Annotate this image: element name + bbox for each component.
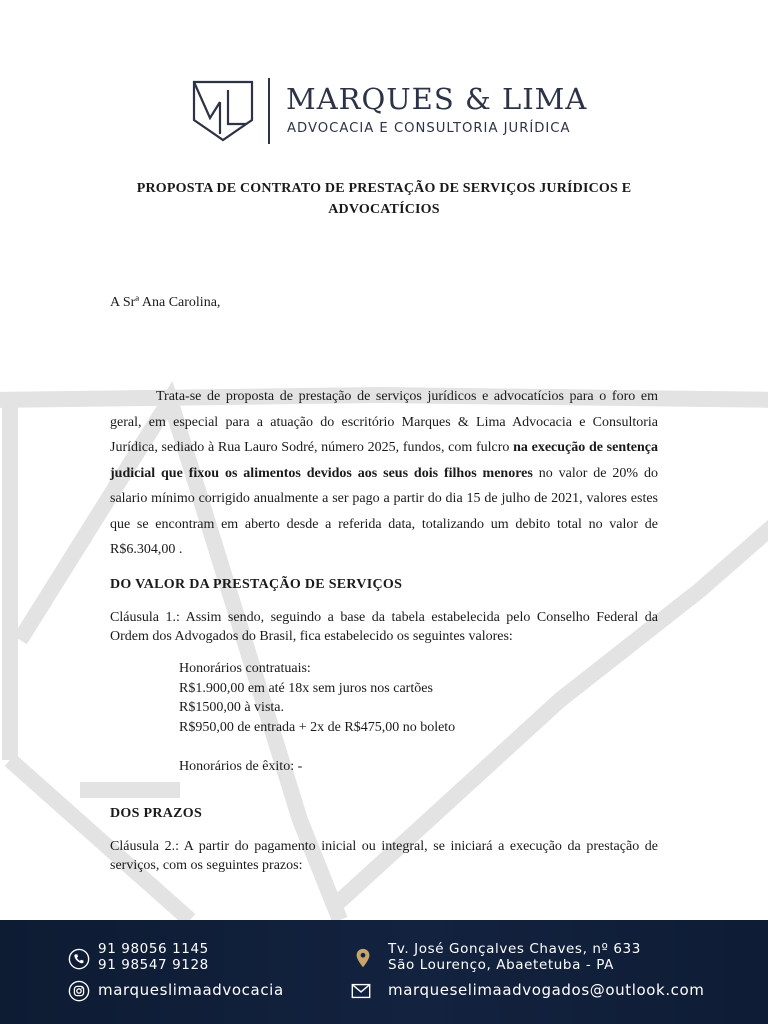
firm-monogram-icon xyxy=(190,76,256,144)
intro-text-bold: na execução de sentença judicial que fixou os alimentos devidos aos seus dois filhos menores xyxy=(110,440,658,481)
fees-heading: Honorários contratuais: xyxy=(179,661,311,676)
location-pin-icon xyxy=(352,947,374,969)
email-address[interactable]: marqueselimaadvogados@outlook.com xyxy=(388,981,705,999)
brand-subtitle: ADVOCACIA E CONSULTORIA JURÍDICA xyxy=(287,121,571,136)
clause-1: Cláusula 1.: Assim sendo, seguindo a base da tabela estabelecida pelo Conselho Federal da Ordem dos Advogados do Brasil, fica estabelecido os seguintes valores: xyxy=(110,610,658,644)
address-line-1: Tv. José Gonçalves Chaves, nº 633 xyxy=(388,941,641,957)
fees-list xyxy=(179,659,455,776)
instagram-handle[interactable]: marqueslimaadvocacia xyxy=(98,981,284,999)
fee-option-1: R$1.900,00 em até 18x sem juros nos cartões xyxy=(179,680,433,696)
brand-name: MARQUES & LIMA xyxy=(286,82,588,116)
clause-2: Cláusula 2.: A partir do pagamento inicial ou integral, se iniciará a execução da prestação de serviços, com os seguintes prazos: xyxy=(110,839,658,873)
section-title-valor: DO VALOR DA PRESTAÇÃO DE SERVIÇOS xyxy=(110,577,403,592)
intro-text-part-2: no valor de 20% do salario mínimo corrigido anualmente a ser pago a partir do dia 15 de julho de 2021, valores estes que se encontram em aberto desde a referida data, totalizando um debito total no valor de R$6.304,00 . xyxy=(110,465,658,557)
email-icon xyxy=(350,980,372,1002)
intro-text-part-1: Trata-se de proposta de prestação de serviços jurídicos e advocatícios para o foro em geral, em especial para a atuação do escritório Marques & Lima Advocacia e Consultoria Jurídica, sediado à Rua Lauro Sodré, número 2025, fundos, com fulcro xyxy=(110,389,658,455)
fees-spacer xyxy=(179,737,455,757)
phone-icon xyxy=(68,948,90,970)
section-title-prazos: DOS PRAZOS xyxy=(110,806,203,821)
success-fees: Honorários de êxito: - xyxy=(179,758,303,774)
fee-option-3: R$950,00 de entrada + 2x de R$475,00 no boleto xyxy=(179,719,456,735)
fee-option-2: R$1500,00 à vista. xyxy=(179,700,284,715)
footer-contact-bar xyxy=(0,920,768,1024)
intro-paragraph xyxy=(110,384,658,563)
phone-number-1[interactable]: 91 98056 1145 xyxy=(98,941,209,957)
salutation: A Srª Ana Carolina, xyxy=(110,295,221,310)
firm-logo xyxy=(190,76,590,146)
instagram-icon xyxy=(68,980,90,1002)
document-title: PROPOSTA DE CONTRATO DE PRESTAÇÃO DE SERVIÇOS JURÍDICOS E ADVOCATÍCIOS xyxy=(136,181,632,217)
phone-number-2[interactable]: 91 98547 9128 xyxy=(98,957,209,973)
address-line-2: São Lourenço, Abaetetuba - PA xyxy=(388,957,614,973)
logo-divider xyxy=(268,78,270,144)
